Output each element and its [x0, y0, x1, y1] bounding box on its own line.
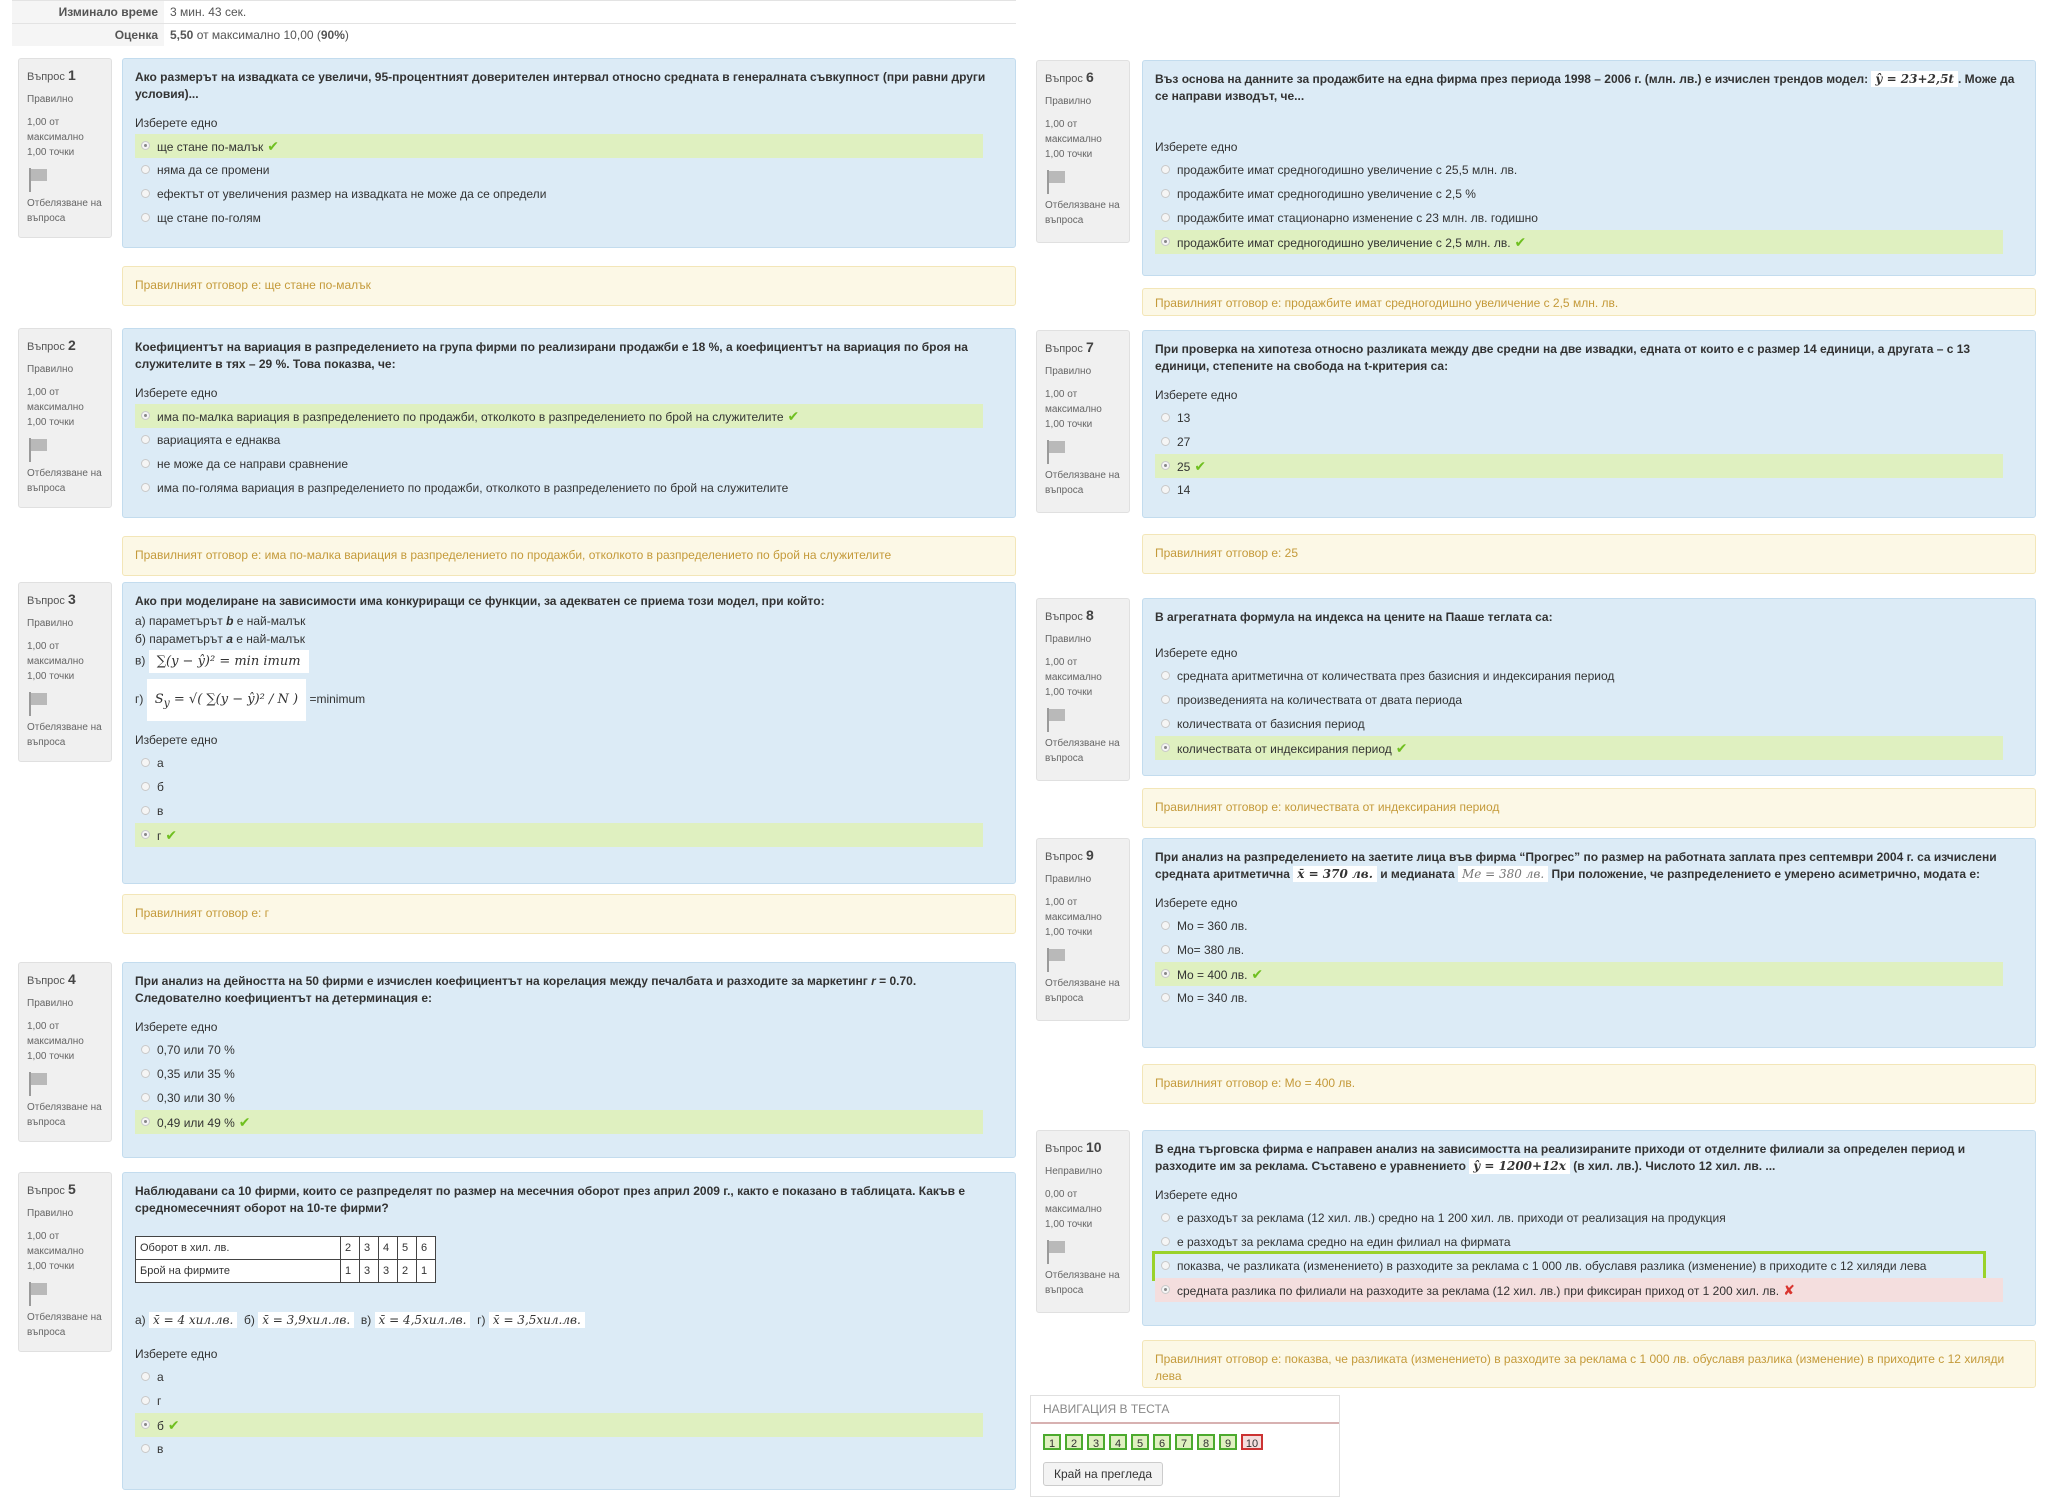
- radio-button[interactable]: [141, 1093, 150, 1102]
- radio-button[interactable]: [1161, 1285, 1170, 1294]
- check-icon: ✔: [1251, 965, 1264, 982]
- grade-label: Оценка: [12, 24, 164, 47]
- question-text: Коефициентът на вариация в разпределението на група фирми по реализирани продажби е 18 %, а коефициентът на вариация по броя на служителите в тях – 29 %. Това показва, че:: [135, 340, 968, 372]
- nav-question-9[interactable]: 9: [1219, 1434, 1237, 1450]
- flag-question-link[interactable]: Отбелязване на въпроса: [1045, 1270, 1120, 1296]
- flag-icon[interactable]: [27, 438, 49, 462]
- question-content: Ако размерът на извадката се увеличи, 95-процентният доверителен интервал относно средната в генералната съвкупност (при равни други условия)... Изберете едно ще стане по-малък ✔ няма да се промени ефектът от увеличения размер на извадката не може да се определи ще стане по-голям: [122, 58, 1016, 248]
- answer-option[interactable]: 14: [1155, 478, 2023, 502]
- question-info: Въпрос 4 Правилно 1,00 от максимално 1,00 точки Отбелязване на въпроса: [18, 962, 112, 1142]
- nav-question-2[interactable]: 2: [1065, 1434, 1083, 1450]
- question-info: Въпрос 8 Правилно 1,00 от максимално 1,00 точки Отбелязване на въпроса: [1036, 598, 1130, 781]
- radio-button[interactable]: [1161, 437, 1170, 446]
- grade-value: 5,50 от максимално 10,00 (90%): [164, 24, 1016, 47]
- left-column: [12, 0, 1016, 1456]
- answer-option[interactable]: средната аритметична от количествата през базисния и индексирания период: [1155, 664, 2023, 688]
- answer-list: [135, 404, 1003, 500]
- answer-option[interactable]: Mo = 360 лв.: [1155, 914, 2023, 938]
- answer-option[interactable]: 0,70 или 70 %: [135, 1038, 1003, 1062]
- question-text: Въз основа на данните за продажбите на една фирма през периода 1998 – 2006 г. (млн. лв.) е изчислен трендов модел: ŷ = 23+2,5t . Може да се направи изводът, че...: [1155, 72, 2015, 104]
- answer-option[interactable]: Mo = 340 лв.: [1155, 986, 2023, 1010]
- answer-option[interactable]: има по-голяма вариация в разпределението по продажби, отколкото в разпределението по брой на служителите: [135, 476, 1003, 500]
- radio-button[interactable]: [141, 758, 150, 767]
- answer-option[interactable]: ще стане по-голям: [135, 206, 1003, 230]
- time-value: 3 мин. 43 сек.: [164, 1, 1016, 24]
- flag-icon[interactable]: [27, 1282, 49, 1306]
- review-summary: [12, 0, 1016, 46]
- question-content: В агрегатната формула на индекса на цените на Пааше теглата са: Изберете едно средната аритметична от количествата през базисния и индексирания период произведенията на количествата от двата периода количествата от базисния период количествата от индексирания период ✔: [1142, 598, 2036, 776]
- answer-list: [135, 751, 1003, 847]
- answer-option[interactable]: г: [135, 1389, 1003, 1413]
- flag-question-link[interactable]: Отбелязване на въпроса: [27, 722, 102, 748]
- nav-question-8[interactable]: 8: [1197, 1434, 1215, 1450]
- radio-button[interactable]: [1161, 165, 1170, 174]
- correct-answer-feedback: Правилният отговор е: показва, че разликата (изменението) в разходите за реклама с 1 000 лв. обуславя разлика (изменение) в приходите с 12 хиляди лева: [1142, 1340, 2036, 1388]
- question-info: Въпрос 6 Правилно 1,00 от максимално 1,00 точки Отбелязване на въпроса: [1036, 60, 1130, 243]
- flag-question-link[interactable]: Отбелязване на въпроса: [1045, 738, 1120, 764]
- correct-answer-feedback: Правилният отговор е: г: [122, 894, 1016, 934]
- nav-question-7[interactable]: 7: [1175, 1434, 1193, 1450]
- flag-question-link[interactable]: Отбелязване на въпроса: [1045, 470, 1120, 496]
- nav-question-3[interactable]: 3: [1087, 1434, 1105, 1450]
- answer-option[interactable]: а: [135, 751, 1003, 775]
- answer-option[interactable]: няма да се промени: [135, 158, 1003, 182]
- question-info: Въпрос 1 Правилно 1,00 от максимално 1,00 точки Отбелязване на въпроса: [18, 58, 112, 238]
- nav-question-5[interactable]: 5: [1131, 1434, 1149, 1450]
- flag-icon[interactable]: [1045, 708, 1067, 732]
- correct-answer-feedback: Правилният отговор е: има по-малка вариация в разпределението по продажби, отколкото в разпределението по брой на служителите: [122, 536, 1016, 576]
- flag-icon[interactable]: [1045, 1240, 1067, 1264]
- question-content: При анализ на дейността на 50 фирми е изчислен коефициентът на корелация между печалбата и разходите за маркетинг r = 0.70. Следователно коефициентът на детерминация е: Изберете едно 0,70 или 70 % 0,35 или 35 % 0,30 или 30 % 0,49 или 49 % ✔: [122, 962, 1016, 1158]
- radio-button[interactable]: [141, 1045, 150, 1054]
- radio-button[interactable]: [1161, 1213, 1170, 1222]
- question-info: Въпрос 9 Правилно 1,00 от максимално 1,00 точки Отбелязване на въпроса: [1036, 838, 1130, 1021]
- question-info: Въпрос 7 Правилно 1,00 от максимално 1,00 точки Отбелязване на въпроса: [1036, 330, 1130, 513]
- answer-option[interactable]: а: [135, 1365, 1003, 1389]
- answer-option[interactable]: 0,30 или 30 %: [135, 1086, 1003, 1110]
- navigation-title: НАВИГАЦИЯ В ТЕСТА: [1031, 1396, 1339, 1424]
- radio-button[interactable]: [141, 1069, 150, 1078]
- radio-button[interactable]: [141, 411, 150, 420]
- correct-answer-feedback: Правилният отговор е: продажбите имат средногодишно увеличение с 2,5 млн. лв.: [1142, 288, 2036, 316]
- radio-button[interactable]: [1161, 213, 1170, 222]
- answer-option[interactable]: продажбите имат средногодишно увеличение с 2,5 %: [1155, 182, 2023, 206]
- answer-option[interactable]: б: [135, 775, 1003, 799]
- radio-button[interactable]: [141, 830, 150, 839]
- answer-list: [135, 134, 1003, 230]
- finish-review-button[interactable]: Край на прегледа: [1043, 1462, 1163, 1486]
- answer-option-correct-highlight[interactable]: показва, че разликата (изменението) в разходите за реклама с 1 000 лв. обуславя разлика (изменение) в приходите с 12 хиляди лева: [1155, 1254, 1983, 1278]
- question-info: Въпрос 10 Неправилно 0,00 от максимално 1,00 точки Отбелязване на въпроса: [1036, 1130, 1130, 1313]
- answer-option[interactable]: продажбите имат средногодишно увеличение с 25,5 млн. лв.: [1155, 158, 2023, 182]
- radio-button[interactable]: [1161, 921, 1170, 930]
- radio-button[interactable]: [1161, 461, 1170, 470]
- formula-std-error: $S_y$ = √( ∑(y − ŷ)² / N ): [147, 679, 306, 721]
- question-info: Въпрос 2 Правилно 1,00 от максимално 1,00 точки Отбелязване на въпроса: [18, 328, 112, 508]
- question-content: Коефициентът на вариация в разпределението на група фирми по реализирани продажби е 18 %, а коефициентът на вариация по броя на служителите в тях – 29 %. Това показва, че: Изберете едно има по-малка вариация в разпределението по продажби, отколкото в разпределението по брой на служителите ✔ вариацията е еднаква не може да се направи сравнение има по-голяма вариация в разпределението по продажби, отколкото в разпределението по брой на служителите: [122, 328, 1016, 518]
- answer-option[interactable]: е разходът за реклама средно на един филиал на фирмата: [1155, 1230, 2023, 1254]
- answer-option[interactable]: в: [135, 1437, 1003, 1461]
- answer-list: [1155, 664, 2023, 760]
- question-text: Наблюдавани са 10 фирми, които се разпределят по размер на месечния оборот през април 2009 г., както е показано в таблицата. Какъв е средномесечният оборот на 10-те фирми?: [135, 1184, 966, 1216]
- answer-option[interactable]: 0,35 или 35 %: [135, 1062, 1003, 1086]
- answer-option[interactable]: 27: [1155, 430, 2023, 454]
- question-info: Въпрос 3 Правилно 1,00 от максимално 1,00 точки Отбелязване на въпроса: [18, 582, 112, 762]
- turnover-table: Оборот в хил. лв. 2 3 4 5 6 Брой на фирмите 1 3 3 2 1: [135, 1236, 436, 1283]
- question-text: При проверка на хипотеза относно разликата между две средни на две извадки, едната от които е с размер 14 единици, а другата – с 13 единици, степените на свобода на t-критерия са:: [1155, 342, 1971, 374]
- check-icon: ✔: [165, 827, 178, 844]
- answer-option[interactable]: г ✔: [135, 823, 983, 847]
- flag-question-link[interactable]: Отбелязване на въпроса: [1045, 200, 1120, 226]
- question-info: Въпрос 5 Правилно 1,00 от максимално 1,00 точки Отбелязване на въпроса: [18, 1172, 112, 1352]
- question-text: При анализ на дейността на 50 фирми е изчислен коефициентът на корелация между печалбата и разходите за маркетинг r = 0.70. Следователно коефициентът на детерминация е:: [135, 974, 917, 1006]
- correct-answer-feedback: Правилният отговор е: Mo = 400 лв.: [1142, 1064, 2036, 1104]
- check-icon: ✔: [167, 1416, 180, 1433]
- question-text: При анализ на разпределението на заетите лица във фирма “Прогрес” по размер на работната заплата през септември 2004 г. са изчислени средната аритметична x̄ = 370 лв. и медианата Me = 380 лв. При положение, че разпределението е умерено асиметрично, модата е:: [1155, 850, 1997, 882]
- nav-question-6[interactable]: 6: [1153, 1434, 1171, 1450]
- formula-sum-min: ∑(y − ŷ)² = min imum: [149, 650, 309, 673]
- nav-question-10[interactable]: 10: [1241, 1434, 1263, 1450]
- flag-icon[interactable]: [1045, 440, 1067, 464]
- question-content: При анализ на разпределението на заетите лица във фирма “Прогрес” по размер на работната заплата през септември 2004 г. са изчислени средната аритметична x̄ = 370 лв. и медианата Me = 380 лв. При положение, че разпределението е умерено асиметрично, модата е: Изберете едно Mo = 360 лв. Mo= 380 лв. Mo = 400 лв. ✔ Mo = 340 лв.: [1142, 838, 2036, 1048]
- flag-question-link[interactable]: Отбелязване на въпроса: [27, 1102, 102, 1128]
- navigation-buttons: [1031, 1424, 1339, 1456]
- radio-button[interactable]: [1161, 485, 1170, 494]
- answer-option[interactable]: ще стане по-малък ✔: [135, 134, 983, 158]
- radio-button[interactable]: [141, 782, 150, 791]
- nav-question-1[interactable]: 1: [1043, 1434, 1061, 1450]
- answer-option[interactable]: Mo = 400 лв. ✔: [1155, 962, 2003, 986]
- answer-option[interactable]: Mo= 380 лв.: [1155, 938, 2023, 962]
- flag-question-link[interactable]: Отбелязване на въпроса: [1045, 978, 1120, 1004]
- answer-option[interactable]: количествата от индексирания период ✔: [1155, 736, 2003, 760]
- radio-button[interactable]: [1161, 237, 1170, 246]
- answer-option[interactable]: ефектът от увеличения размер на извадката не може да се определи: [135, 182, 1003, 206]
- check-icon: ✔: [238, 1113, 251, 1130]
- correct-answer-feedback: Правилният отговор е: количествата от индексирания период: [1142, 788, 2036, 828]
- check-icon: ✔: [1194, 457, 1207, 474]
- answer-option[interactable]: продажбите имат средногодишно увеличение с 2,5 млн. лв. ✔: [1155, 230, 2003, 254]
- check-icon: ✔: [787, 407, 800, 424]
- correct-answer-feedback: Правилният отговор е: ще стане по-малък: [122, 266, 1016, 306]
- answer-list: [1155, 406, 2023, 502]
- radio-button[interactable]: [141, 459, 150, 468]
- answer-option[interactable]: не може да се направи сравнение: [135, 452, 1003, 476]
- radio-button[interactable]: [1161, 413, 1170, 422]
- radio-button[interactable]: [1161, 743, 1170, 752]
- answer-option[interactable]: 0,49 или 49 % ✔: [135, 1110, 983, 1134]
- check-icon: ✔: [1514, 233, 1527, 250]
- quiz-navigation: [1030, 1395, 1340, 1497]
- flag-question-link[interactable]: Отбелязване на въпроса: [27, 198, 102, 224]
- flag-icon[interactable]: [1045, 948, 1067, 972]
- cross-icon: ✘: [1783, 1281, 1795, 1298]
- answer-option[interactable]: има по-малка вариация в разпределението по продажби, отколкото в разпределението по брой на служителите ✔: [135, 404, 983, 428]
- answer-option[interactable]: произведенията на количествата от двата периода: [1155, 688, 2023, 712]
- radio-button[interactable]: [1161, 1237, 1170, 1246]
- answer-option[interactable]: б ✔: [135, 1413, 983, 1437]
- radio-button[interactable]: [141, 165, 150, 174]
- answer-option[interactable]: средната разлика по филиали на разходите за реклама (12 хил. лв.) при фиксиран приход от 1 200 хил. лв. ✘: [1155, 1278, 2003, 1302]
- radio-button[interactable]: [141, 1117, 150, 1126]
- radio-button[interactable]: [141, 1372, 150, 1381]
- flag-icon[interactable]: [27, 168, 49, 192]
- answer-option[interactable]: 25 ✔: [1155, 454, 2003, 478]
- answer-formulas: а) x̄ = 4 хил.лв. б) x̄ = 3,9хил.лв. в) x̄ = 4,5хил.лв. г) x̄ = 3,5хил.лв.: [135, 1313, 1003, 1327]
- radio-button[interactable]: [141, 141, 150, 150]
- radio-button[interactable]: [1161, 671, 1170, 680]
- radio-button[interactable]: [141, 1444, 150, 1453]
- answer-list: [1155, 158, 2023, 254]
- radio-button[interactable]: [1161, 695, 1170, 704]
- question-content: В една търговска фирма е направен анализ на зависимостта на реализираните приходи от отделните филиали за определен период и разходите им за реклама. Съставено е уравнението ŷ = 1200+12x (в хил. лв.). Числото 12 хил. лв. ... Изберете едно е разходът за реклама (12 хил. лв.) средно на 1 200 хил. лв. приходи от реализация на продукция е разходът за реклама средно на един филиал на фирмата показва, че разликата (изменението) в разходите за реклама с 1 000 лв. обуславя разлика (изменение) в приходите с 12 хиляди лева средната разлика по филиали на разходите за реклама (12 хил. лв.) при фиксиран приход от 1 200 хил. лв. ✘: [1142, 1130, 2036, 1326]
- radio-button[interactable]: [141, 1396, 150, 1405]
- flag-question-link[interactable]: Отбелязване на въпроса: [27, 468, 102, 494]
- radio-button[interactable]: [141, 435, 150, 444]
- flag-icon[interactable]: [27, 1072, 49, 1096]
- answer-option[interactable]: количествата от базисния период: [1155, 712, 2023, 736]
- check-icon: ✔: [267, 137, 279, 154]
- flag-icon[interactable]: [27, 692, 49, 716]
- radio-button[interactable]: [141, 806, 150, 815]
- question-content: Наблюдавани са 10 фирми, които се разпределят по размер на месечния оборот през април 2009 г., както е показано в таблицата. Какъв е средномесечният оборот на 10-те фирми? Оборот в хил. лв. 2 3 4 5 6 Брой на фирмите 1 3 3 2 1 а) x̄ = 4 хил.лв. б) x̄ = 3,9хил.лв. в) x̄ = 4,5хил.лв. г) x̄ = 3,5хил.лв. Изберете едно а г б ✔ в: [122, 1172, 1016, 1490]
- answer-list: [1155, 914, 2023, 1010]
- check-icon: ✔: [1395, 740, 1408, 757]
- question-text: В агрегатната формула на индекса на цените на Пааше теглата са:: [1155, 610, 1553, 624]
- answer-option[interactable]: 13: [1155, 406, 2023, 430]
- answer-option[interactable]: в: [135, 799, 1003, 823]
- answer-list: [135, 1038, 1003, 1134]
- radio-button[interactable]: [141, 213, 150, 222]
- answer-option[interactable]: продажбите имат стационарно изменение с 23 млн. лв. годишно: [1155, 206, 2023, 230]
- answer-list: [135, 1365, 1003, 1461]
- radio-button[interactable]: [141, 483, 150, 492]
- answer-option[interactable]: е разходът за реклама (12 хил. лв.) средно на 1 200 хил. лв. приходи от реализация на продукция: [1155, 1206, 2023, 1230]
- flag-question-link[interactable]: Отбелязване на въпроса: [27, 1312, 102, 1338]
- radio-button[interactable]: [141, 1420, 150, 1429]
- answer-list: [1155, 1206, 2023, 1302]
- radio-button[interactable]: [141, 189, 150, 198]
- time-label: Изминало време: [12, 1, 164, 24]
- radio-button[interactable]: [1161, 189, 1170, 198]
- question-text: Ако при моделиране на зависимости има конкуриращи се функции, за адекватен се приема този модел, при който:: [135, 594, 825, 608]
- question-content: Въз основа на данните за продажбите на една фирма през периода 1998 – 2006 г. (млн. лв.) е изчислен трендов модел: ŷ = 23+2,5t . Може да се направи изводът, че... Изберете едно продажбите имат средногодишно увеличение с 25,5 млн. лв. продажбите имат средногодишно увеличение с 2,5 % продажбите имат стационарно изменение с 23 млн. лв. годишно продажбите имат средногодишно увеличение с 2,5 млн. лв. ✔: [1142, 60, 2036, 276]
- radio-button[interactable]: [1161, 993, 1170, 1002]
- radio-button[interactable]: [1161, 719, 1170, 728]
- question-content: Ако при моделиране на зависимости има конкуриращи се функции, за адекватен се приема този модел, при който: а) параметърът b е най-малък б) параметърът a е най-малък в) ∑(y − ŷ)² = min imum г) $S_y$ = √( ∑(y − ŷ)² / N ) =minimum Изберете едно а б в г ✔: [122, 582, 1016, 884]
- correct-answer-feedback: Правилният отговор е: 25: [1142, 534, 2036, 574]
- question-text: В една търговска фирма е направен анализ на зависимостта на реализираните приходи от отделните филиали за определен период и разходите им за реклама. Съставено е уравнението ŷ = 1200+12x (в хил. лв.). Числото 12 хил. лв. ...: [1155, 1142, 1966, 1174]
- answer-option[interactable]: вариацията е еднаква: [135, 428, 1003, 452]
- radio-button[interactable]: [1161, 969, 1170, 978]
- nav-question-4[interactable]: 4: [1109, 1434, 1127, 1450]
- question-content: При проверка на хипотеза относно разликата между две средни на две извадки, едната от които е с размер 14 единици, а другата – с 13 единици, степените на свобода на t-критерия са: Изберете едно 13 27 25 ✔ 14: [1142, 330, 2036, 518]
- radio-button[interactable]: [1161, 1261, 1170, 1270]
- question-text: Ако размерът на извадката се увеличи, 95-процентният доверителен интервал относно средната в генералната съвкупност (при равни други условия)...: [135, 70, 986, 102]
- flag-icon[interactable]: [1045, 170, 1067, 194]
- radio-button[interactable]: [1161, 945, 1170, 954]
